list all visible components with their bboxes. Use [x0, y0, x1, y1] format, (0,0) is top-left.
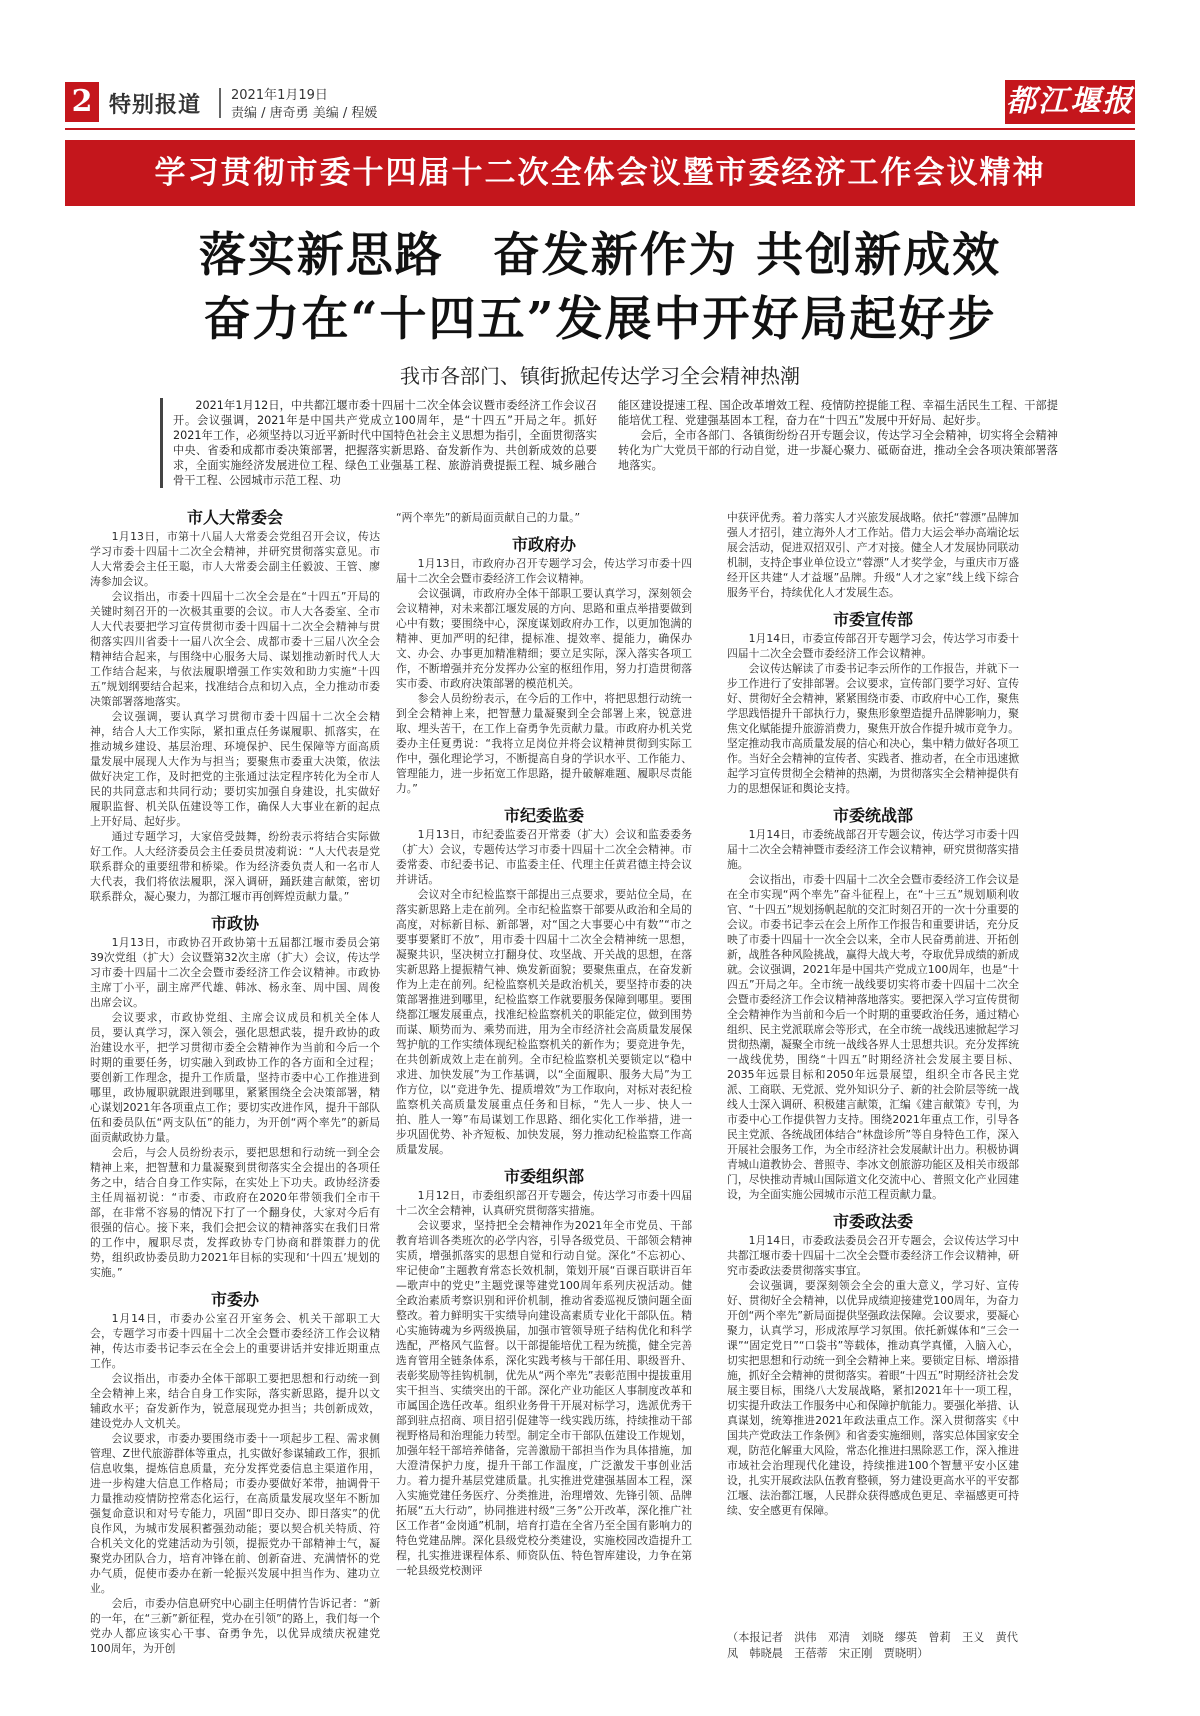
article-title: 市纪委监委: [503, 806, 584, 825]
reporter-credit: （本报记者 洪伟 邓清 刘晓 缪英 曾莉 王义 黄代凤 韩晓晨 王蓓蒂 宋正刚 贾晓明）: [727, 1631, 1018, 1660]
article-paragraph: 会议指出，市委十四届十二次全会是在“十四五”开局的关键时刻召开的一次极其重要的会议。市人大各委室、全市人大代表要把学习宣传贯彻市委十四届十二次全会精神与贯彻落实四川省委十一届八次全会、成都市委十三届八次全会精神结合起来，与围绕中心服务大局、谋划推动新时代人大工作结合起来，与依法履职增强工作实效和助力实施“十四五”规划纲要结合起来，找准结合点和切入点，全力推动市委决策部署落地落实。: [90, 590, 380, 708]
article-column-1: [90, 510, 380, 1668]
lead-column-1: [173, 398, 597, 488]
article-paragraph: 1月12日，市委组织部召开专题会，传达学习市委十四届十二次全会精神，认真研究贯彻落实措施。: [396, 1189, 692, 1217]
article-paragraph: 1月13日，市纪委监委召开常委（扩大）会议和监委委务（扩大）会议，专题传达学习市委十四届十二次全会精神。市委常委、市纪委书记、市监委主任、代理主任黄君德主持会议并讲话。: [396, 828, 692, 886]
article-continuation: “两个率先”的新局面贡献自己的力量。”: [396, 511, 581, 524]
article-zhengfawei: [727, 1214, 1019, 1518]
article-title: 市人大常委会: [186, 508, 283, 527]
header-divider: [219, 88, 221, 118]
article-paragraph: 会议指出，市委十四届十二次全会暨市委经济工作会议是在全市实现“两个率先”奋斗征程上，在“十三五”规划顺利收官、“十四五”规划扬帆起航的交汇时刻召开的一次十分重要的会议。市委书记李云在会上所作工作报告和重要讲话，充分反映了市委十四届十一次全会以来，全市人民奋勇前进、开拓创新，战胜各种风险挑战，赢得大战大考，夺取优异成绩的新成就。会议强调，2021年是中国共产党成立100周年，也是“十四五”开局之年。全市统一战线要切实将市委十四届十二次全会暨市委经济工作会议精神落地落实。要把深入学习宣传贯彻全会精神作为当前和今后一个时期的重要政治任务，通过精心组织、民主党派联席会等形式，在全市统一战线迅速掀起学习贯彻热潮，凝聚全市统一战线各界人士思想共识。充分发挥统一战线优势，围绕“十四五”时期经济社会发展主要目标、2035年远景目标和2050年远景展望，组织全市各民主党派、工商联、无党派、党外知识分子、新的社会阶层等统一战线人士深入调研、积极建言献策，汇编《建言献策》专刊，为市委中心工作提供智力支持。围绕2021年重点工作，引导各民主党派、各统战团体结合“林盘诊所”等自身特色工作，深入开展社会服务工作，为全市经济社会发展献计出力。积极协调青城山道教协会、普照寺、李冰文创旅游功能区及相关市级部门，尽快推动青城山国际道文化交流中心、普照文化产业园建设，为全面实施公园城市示范工程贡献力量。: [727, 873, 1019, 1201]
article-paragraph: 会议传达解读了市委书记李云所作的工作报告，并就下一步工作进行了安排部署。会议要求，宣传部门要学习好、宣传好、贯彻好全会精神，紧紧围绕市委、市政府中心工作，聚焦学思践悟提升干部执行力，聚焦形象塑造提升品牌影响力，聚焦文化赋能提升旅游消费力，聚焦开放合作提升城市竞争力。坚定推动我市高质量发展的信心和决心，集中精力做好各项工作。当好全会精神的宣传者、实践者、推动者，在全市迅速掀起学习宣传贯彻全会精神的热潮，为贯彻落实全会精神提供有力的思想保证和舆论支持。: [727, 662, 1019, 795]
article-paragraph: 会议强调，要认真学习贯彻市委十四届十二次全会精神，结合人大工作实际，紧扣重点任务谋履职、抓落实，在推动城乡建设、基层治理、环境保护、民生保障等方面高质量发展中展现人大作为与担当；要聚焦市委重大决策，依法做好决定工作，及时把党的主张通过法定程序转化为全市人民的共同意志和共同行动；要切实加强自身建设，扎实做好履职监督、机关队伍建设等工作，确保人大事业在新的起点上开好局、起好步。: [90, 710, 380, 828]
topic-banner: 学习贯彻市委十四届十二次全体会议暨市委经济工作会议精神: [65, 140, 1135, 206]
article-paragraph: 会议要求，市委办要围绕市委十一项起步工程、需求侧管理、Z世代旅游群体等重点，扎实做好参谋辅政工作，狠抓信息收集，提炼信息质量，充分发挥党委信息主渠道作用，进一步构建大信息工作格局；市委办要做好苯带，抽调骨干力量推动疫情防控常态化运行，在高质量发展攻坚年不断加强复命意识和对号专能力，巩固“即日交办、即日落实”的优良作风，为城市发展积蓄强劲动能；要以契合机关特质、符合机关文化的党建活动为引领，提振党办干部精神士气，凝聚党办团队合力，培育冲锋在前、创新奋进、充满情怀的党办气质，促使市委办在新一轮振兴发展中担当作为、建功立业。: [90, 1432, 380, 1595]
headline-line-1: 落实新思路 奋发新作为 共创新成效: [198, 228, 1002, 283]
article-paragraph: 1月13日，市政府办召开专题学习会，传达学习市委十四届十二次全会暨市委经济工作会议精神。: [396, 557, 692, 585]
subheadline: 我市各部门、镇街掀起传达学习全会精神热潮: [400, 364, 800, 388]
article-continuation: 中获评优秀。着力落实人才兴旅发展战略。依托“蓉漂”品牌加强人才招引，建立海外人才工作站。借力大运会举办高端论坛展会活动，促进双招双引、产才对接。健全人才发展协同联动机制，支持企事业单位设立“蓉漂”人才奖学金，与重庆市万盛经开区共建“人才益堰”品牌。升级“人才之家”线上线下综合服务平台，持续优化人才发展生态。: [727, 511, 1019, 599]
article-zuzhibu-continued: [727, 510, 1019, 600]
article-paragraph: 1月13日，市第十八届人大常委会党组召开会议，传达学习市委十四届十二次全会精神，并研究贯彻落实意见。市人大常委会主任王聪，市人大常委会副主任毅波、王管、廖涛参加会议。: [90, 530, 380, 588]
article-xuanchuanbu: [727, 612, 1019, 796]
article-column-2: [396, 510, 692, 1590]
article-paragraph: 会议强调，市政府办全体干部职工要认真学习，深刻领会会议精神，对未来都江堰发展的方向、思路和重点举措要做到心中有数；要围绕中心，深度谋划政府办工作，以更加饱满的精神、更加严明的纪律，提标准、提效率、提能力，确保办文、办会、办事更加精准精细；要立足实际，深入落实各项工作，不断增强并充分发挥办公室的枢纽作用，努力打造贯彻落实市委、市政府决策部署的模范机关。: [396, 587, 692, 690]
article-zhengfuban: [396, 510, 692, 796]
article-title: 市政府办: [511, 535, 576, 554]
lead-text-1: 2021年1月12日，中共都江堰市委十四届十二次全体会议暨市委经济工作会议召开。会议强调，2021年是中国共产党成立100周年，是“十四五”开局之年。抓好2021年工作，必须坚持以习近平新时代中国特色社会主义思想为指引，全面贯彻落实中央、省委和成都市委决策部署，把握落实新思路、奋发新作为、共创新成效的总要求，全面实施经济发展进位工程、绿色工业强基工程、旅游消费提振工程、城乡融合骨干工程、公园城市示范工程、功: [173, 399, 597, 487]
article-paragraph: 1月14日，市委宣传部召开专题学习会，传达学习市委十四届十二次全会暨市委经济工作会议精神。: [727, 632, 1019, 660]
article-title: 市政协: [210, 914, 259, 933]
article-zhengxie: [90, 916, 380, 1280]
article-paragraph: 1月13日，市政协召开政协第十五届都江堰市委员会第39次党组（扩大）会议暨第32次主席（扩大）会议，传达学习市委十四届十二次全会暨市委经济工作会议精神。市政协主席丁小平，副主席严代雄、韩冰、杨永奎、周中国、周俊出席会议。: [90, 936, 380, 1009]
article-paragraph: 会议强调，要深刻领会全会的重大意义，学习好、宣传好、贯彻好全会精神，以优异成绩迎接建党100周年，为奋力开创“两个率先”新局面提供坚强政法保障。会议要求，要凝心聚力，认真学习，形成浓厚学习氛围。依托新媒体和“三会一课”“固定党日”“口袋书”等载体，推动真学真懂，入脑入心，切实把思想和行动统一到全会精神上来。要锁定目标、增添措施，抓好全会精神的贯彻落实。着眼“十四五”时期经济社会发展主要目标，围绕八大发展战略，紧扣2021年十一项工程，切实提升政法工作服务中心和保障护航能力。要强化举措、认真谋划，统筹推进2021年政法重点工作。深入贯彻落实《中国共产党政法工作条例》和省委实施细则，落实总体国家安全观，防范化解重大风险，常态化推进扫黑除恶工作，深入推进市域社会治理现代化建设，持续推进100个智慧平安小区建设，扎实开展政法队伍教育整顿，努力建设更高水平的平安都江堰、法治都江堰，人民群众获得感成色更足、幸福感更可持续、安全感更有保障。: [727, 1279, 1019, 1517]
article-paragraph: 会议要求，市政协党组、主席会议成员和机关全体人员，要认真学习，深入领会，强化思想武装，提升政协的政治建设水平，把学习贯彻市委全会精神作为当前和今后一个时期的重要任务，切实融入到政协工作的各方面和全过程；要创新工作理念，提升工作质量，坚持市委中心工作推进到哪里，政协履职就跟进到哪里，紧紧围绕全会决策部署，精心谋划2021年各项重点工作；要切实改进作风，提升干部队伍和委员队伍“两支队伍”的能力，为开创“两个率先”的新局面贡献政协力量。: [90, 1011, 380, 1144]
masthead-logo: 都江堰报: [1005, 80, 1135, 124]
page-number: 2: [65, 82, 99, 122]
lead-column-2: [618, 398, 1058, 473]
lead-text-3: 会后，全市各部门、各镇街纷纷召开专题会议，传达学习全会精神，切实将全会精神转化为广大党员干部的行动自觉，进一步凝心聚力、砥砺奋进，推动全会各项决策部署落地落实。: [618, 429, 1058, 472]
article-column-3: [727, 510, 1019, 1530]
article-paragraph: 通过专题学习，大家倍受鼓舞，纷纷表示将结合实际做好工作。人大经济委员会主任委员贯凌莉说：“人大代表是党联系群众的重要纽带和桥梁。作为经济委负责人和一名市人大代表，我们将依法履职，深入调研，踊跃建言献策，密切联系群众，凝心聚力，为都江堰市再创辉煌贡献力量。”: [90, 830, 380, 903]
issue-date: 2021年1月19日: [231, 88, 328, 103]
article-paragraph: 会后，与会人员纷纷表示，要把思想和行动统一到全会精神上来，把智慧和力量凝聚到贯彻落实全会提出的各项任务之中，结合自身工作实际，在实处上下功夫。政协经济委主任周福初说：“市委、市政府在2020年带领我们全市干部，在非常不容易的情况下打了一个翻身仗，大家对今后有很强的信心。接下来，我们会把会议的精神落实在我们日常的工作中，履职尽责，发挥政协专门协商和群策群力的优势，组织政协委员助力2021年目标的实现和‘十四五’规划的实施。”: [90, 1146, 380, 1279]
article-title: 市委办: [210, 1290, 259, 1309]
article-title: 市委组织部: [503, 1167, 584, 1186]
lead-paragraph: [160, 398, 1063, 488]
page-header: [65, 80, 1135, 125]
article-shiweiban: [90, 1292, 380, 1656]
article-tongzhanbu: [727, 808, 1019, 1202]
article-paragraph: 会后，市委办信息研究中心副主任明倩竹告诉记者：“新的一年，在“三新”新征程，党办在引领”的路上，我们每一个党办人都应该实心干事、奋勇争先，以优异成绩庆祝建党100周年，为开创: [90, 1597, 380, 1655]
article-paragraph: 参会人员纷纷表示，在今后的工作中，将把思想行动统一到全会精神上来，把智慧力量凝聚到全会部署上来，锐意进取、埋头苦干，在工作上奋勇争先贡献力量。市政府办机关党委办主任夏勇说：“我将立足岗位并将会议精神贯彻到实际工作中，强化理论学习，不断提高自身的学识水平、工作能力、管理能力，进一步拓宽工作思路，提升破解难题、履职尽责能力。”: [396, 692, 692, 795]
article-paragraph: 会议对全市纪检监察干部提出三点要求，要站位全局，在落实新思路上走在前列。全市纪检监察干部要从政治和全局的高度，对标新目标、新部署，对“国之大事要心中有数”“市之要事要紧盯不放”，用市委十四届十二次全会精神统一思想，凝聚共识，坚决树立打翻身仗、攻坚战、开关战的思想，在落实新思路上提振精气神、焕发新面貌；要聚焦重点，在奋发新作为上走在前列。纪检监察机关是政治机关，要坚持市委的决策部署推进到哪里，纪检监察工作就要服务保障到哪里。要围绕都江堰发展重点，找准纪检监察机关的职能定位，做到围势而谋、顺势而为、乘势而进，用为全市经济社会高质量发展保驾护航的工作实绩体现纪检监察机关的新作为；要竞进争先，在共创新成效上走在前列。全市纪检监察机关要锁定以“稳中求进、加快发展”为工作基调，以“全面履职、服务大局”为工作方位，以“竞进争先、提质增效”为工作取向，对标对表纪检监察机关高质量发展重点任务和目标，“先人一步、快人一拍、胜人一筹”布局谋划工作思路、细化实化工作举措，进一步巩固优势、补齐短板、加快发展，努力推动纪检监察工作高质量发展。: [396, 888, 692, 1156]
article-title: 市委宣传部: [832, 610, 913, 629]
article-paragraph: 会议指出，市委办全体干部职工要把思想和行动统一到全会精神上来，结合自身工作实际，落实新思路，提升以文辅政水平；奋发新作为，锐意展现党办担当；共创新成效，建设党办人文机关。: [90, 1372, 380, 1430]
article-zuzhibu: [396, 1169, 692, 1578]
article-jiwei: [396, 808, 692, 1157]
article-paragraph: 会议要求，坚持把全会精神作为2021年全市党员、干部教育培训各类班次的必学内容，引导各级党员、干部领会精神实质，增强抓落实的思想自觉和行动自觉。深化“不忘初心、牢记使命”主题教育常态长效机制，策划开展“百课百联讲百年—歌声中的党史”主题党课等建党100周年系列庆祝活动。健全政治素质考察识别和评价机制，推动省委巡视反馈问题全面整改。着力鲜明实干实绩导向建设高素质专业化干部队伍。精心实施铸魂为乡两级换届，加强市管领导班子结构优化和科学选配，严格风气监督。以干部提能培优工程为统揽，健全完善选育管用全链条体系，深化实践考核与干部任用、职级晋升、表彰奖励等挂钩机制，优先从“两个率先”表彰范围中提拔重用实干担当、实绩突出的干部。深化产业功能区人事制度改革和市属国企选任改革。组织业务骨干开展对标学习，选派优秀干部到驻点招商、项目招引促建等一线实践历练，持续推动干部视野格局和治理能力转型。制定全市干部队伍建设工作规划，加强年轻干部培养储备，完善激励干部担当作为具体措施，加大澄清保护力度，提升干部工作温度，广泛激发干事创业活力。着力提升基层党建质量。扎实推进党建强基固本工程，深入实施党建任务医疗、分类推进，治理增效、先锋引领、品牌拓展“五大行动”，协同推进村级“三务”公开改革，深化推广社区工作者“金岗通”机制，培育打造在全省乃至全国有影响力的特色党建品牌。深化县级党校分类建设，实施校园改造提升工程，扎实推进课程体系、师资队伍、特色智库建设，力争在第一轮县级党校测评: [396, 1219, 692, 1577]
editors-line: 责编 / 唐奇勇 美编 / 程媛: [231, 106, 378, 121]
headline-line-2: 奋力在“十四五”发展中开好局起好步: [203, 292, 997, 347]
article-rendahui: [90, 510, 380, 904]
article-paragraph: 1月14日，市委办公室召开室务会、机关干部职工大会，专题学习市委十四届十二次全会暨市委经济工作会议精神，传达市委书记李云在全会上的重要讲话并安排近期重点工作。: [90, 1312, 380, 1370]
header-rule: [65, 128, 1135, 130]
article-title: 市委统战部: [832, 806, 913, 825]
article-paragraph: 1月14日，市委统战部召开专题会议，传达学习市委十四届十二次全会精神暨市委经济工作会议精神，研究贯彻落实措施。: [727, 828, 1019, 871]
article-paragraph: 1月14日，市委政法委员会召开专题会，会议传达学习中共都江堰市委十四届十二次全会暨市委经济工作会议精神，研究市委政法委贯彻落实事宜。: [727, 1234, 1019, 1277]
section-name: 特别报道: [109, 93, 202, 118]
article-title: 市委政法委: [832, 1212, 913, 1231]
lead-text-2: 能区建设提速工程、国企改革增效工程、疫情防控提能工程、幸福生活民生工程、干部提能培优工程、党建强基固本工程，奋力在“十四五”发展中开好局、起好步。: [618, 399, 1058, 427]
